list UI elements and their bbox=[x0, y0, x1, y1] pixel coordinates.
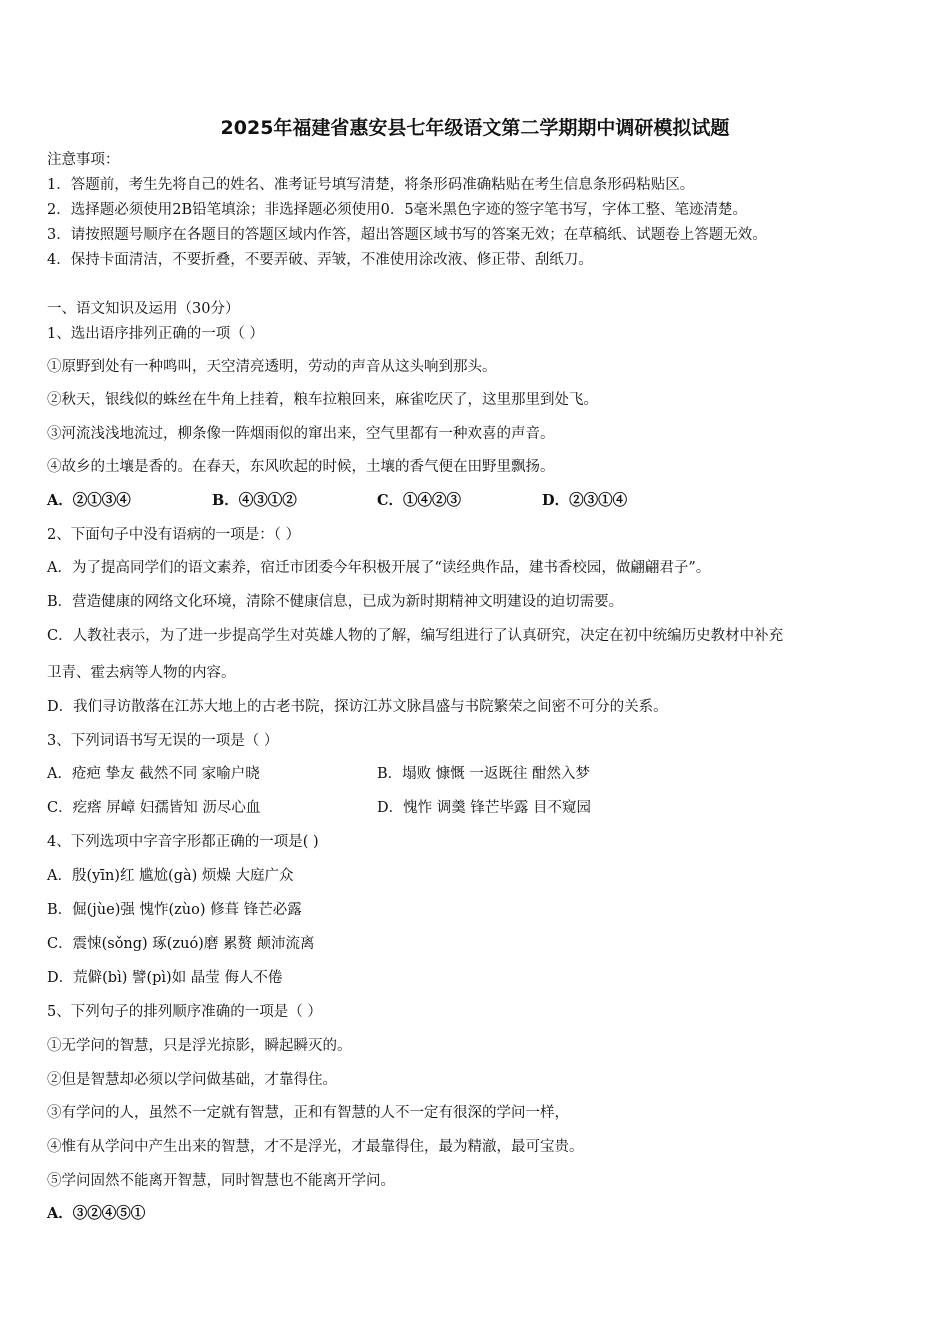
q3-options-row bbox=[47, 764, 590, 784]
q1-option-c[interactable]: C．①④②③ bbox=[377, 492, 462, 509]
q1-options bbox=[47, 491, 627, 511]
q1-stem: 1、选出语序排列正确的一项（ ） bbox=[47, 326, 264, 342]
q2-option-c[interactable]: C．人教社表示，为了进一步提高学生对英雄人物的了解，编写组进行了认真研究，决定在初中统编历史教材中补充 bbox=[47, 628, 784, 644]
notice-item: 3．请按照题号顺序在各题目的答题区域内作答，超出答题区域书写的答案无效；在草稿纸、试题卷上答题无效。 bbox=[47, 227, 767, 243]
q1-sentence: ②秋天，银线似的蛛丝在牛角上挂着，粮车拉粮回来，麻雀吃厌了，这里那里到处飞。 bbox=[47, 392, 598, 408]
q1-sentence: ①原野到处有一种鸣叫，天空清亮透明，劳动的声音从这头响到那头。 bbox=[47, 359, 497, 375]
q1-sentence: ③河流浅浅地流过，柳条像一阵烟雨似的窜出来，空气里都有一种欢喜的声音。 bbox=[47, 426, 555, 442]
q1-option-b[interactable]: B．④③①② bbox=[212, 492, 297, 509]
q2-option-d[interactable]: D．我们寻访散落在江苏大地上的古老书院，探访江苏文脉昌盛与书院繁荣之间密不可分的关系。 bbox=[47, 699, 668, 715]
q3-option-d[interactable]: D．愧怍 调羹 锋芒毕露 目不窥园 bbox=[377, 800, 591, 816]
q4-option-b[interactable]: B．倔(jùe)强 愧怍(zùo) 修葺 锋芒必露 bbox=[47, 902, 302, 918]
q5-option-a[interactable]: A．③②④⑤① bbox=[47, 1205, 146, 1222]
q5-sentence: ④惟有从学问中产生出来的智慧，才不是浮光，才最靠得住，最为精澈，最可宝贵。 bbox=[47, 1139, 584, 1155]
q1-option-a[interactable]: A．②①③④ bbox=[47, 492, 131, 509]
notice-item: 4．保持卡面清洁，不要折叠，不要弄破、弄皱，不准使用涂改液、修正带、刮纸刀。 bbox=[47, 252, 593, 268]
notice-item: 1．答题前，考生先将自己的姓名、准考证号填写清楚，将条形码准确粘贴在考生信息条形码粘贴区。 bbox=[47, 177, 695, 193]
q5-sentence: ①无学问的智慧，只是浮光掠影，瞬起瞬灭的。 bbox=[47, 1038, 352, 1054]
q1-option-d[interactable]: D．②③①④ bbox=[542, 492, 628, 509]
q4-option-d[interactable]: D．荒僻(bì) 譬(pì)如 晶莹 侮人不倦 bbox=[47, 970, 283, 986]
q1-sentence: ④故乡的土壤是香的。在春天，东风吹起的时候，土壤的香气便在田野里飘扬。 bbox=[47, 459, 555, 475]
q3-option-a[interactable]: A．疮疤 挚友 截然不同 家喻户晓 bbox=[47, 766, 260, 782]
q4-stem: 4、下列选项中字音字形都正确的一项是( ) bbox=[47, 834, 319, 850]
q3-stem: 3、下列词语书写无误的一项是（ ） bbox=[47, 733, 279, 749]
notice-item: 2．选择题必须使用2B铅笔填涂；非选择题必须使用0．5毫米黑色字迹的签字笔书写，字体工整、笔迹清楚。 bbox=[47, 202, 748, 218]
q3-option-b[interactable]: B．塌败 慷慨 一返既往 酣然入梦 bbox=[377, 766, 590, 782]
q3-option-c[interactable]: C．疙瘩 屏嶂 妇孺皆知 沥尽心血 bbox=[47, 800, 261, 816]
page-title: 2025年福建省惠安县七年级语文第二学期期中调研模拟试题 bbox=[220, 117, 730, 139]
q4-option-c[interactable]: C．震悚(sǒng) 琢(zuó)磨 累赘 颠沛流离 bbox=[47, 936, 315, 952]
q2-stem: 2、下面句子中没有语病的一项是：（ ） bbox=[47, 527, 301, 543]
q2-option-c-continued: 卫青、霍去病等人物的内容。 bbox=[47, 665, 236, 681]
q4-option-a[interactable]: A．殷(yīn)红 尴尬(gà) 烦燥 大庭广众 bbox=[47, 868, 294, 884]
q5-sentence: ③有学问的人，虽然不一定就有智慧，正和有智慧的人不一定有很深的学问一样， bbox=[47, 1105, 569, 1121]
q2-option-b[interactable]: B．营造健康的网络文化环境，清除不健康信息，已成为新时期精神文明建设的迫切需要。 bbox=[47, 594, 624, 610]
q3-options-row bbox=[47, 798, 591, 818]
notice-heading: 注意事项： bbox=[47, 152, 120, 168]
q5-sentence: ⑤学问固然不能离开智慧，同时智慧也不能离开学问。 bbox=[47, 1173, 395, 1189]
q5-stem: 5、下列句子的排列顺序准确的一项是（ ） bbox=[47, 1004, 322, 1020]
q5-sentence: ②但是智慧却必须以学问做基础，才靠得住。 bbox=[47, 1072, 337, 1088]
q2-option-a[interactable]: A．为了提高同学们的语文素养，宿迁市团委今年积极开展了“读经典作品，建书香校园，做翩翩君子”。 bbox=[47, 560, 711, 576]
section-heading: 一、语文知识及运用（30分） bbox=[47, 301, 240, 317]
